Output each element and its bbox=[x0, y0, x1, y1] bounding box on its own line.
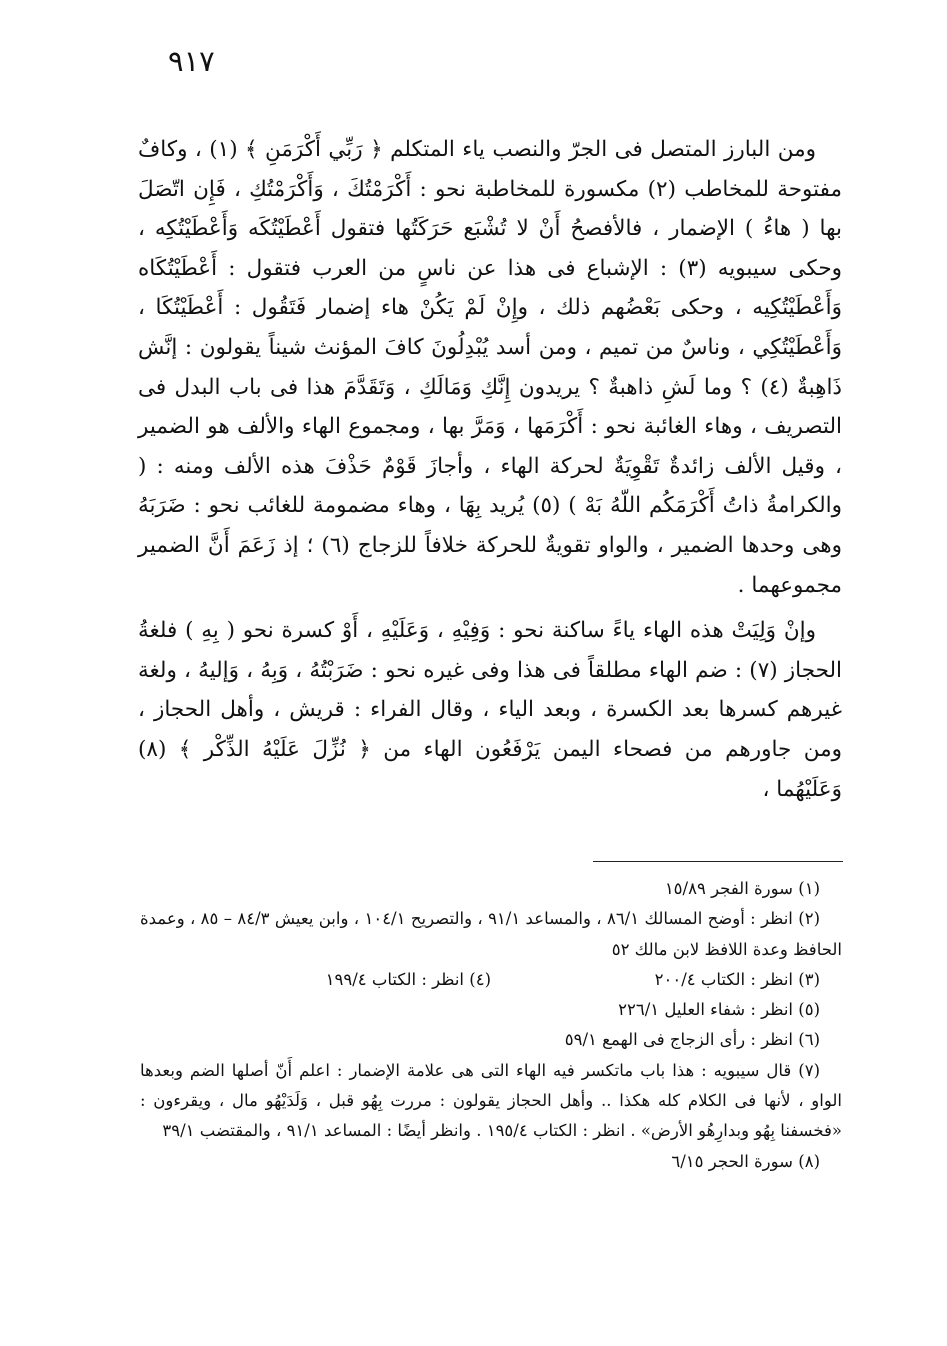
footnotes bbox=[140, 874, 842, 1177]
footnote-6: (٦) انظر : رأى الزجاج فى الهمع ٥٩/١ bbox=[564, 1030, 820, 1050]
footnote-2: (٢) انظر : أوضح المسالك ٨٦/١ ، والمساعد ٩١/١ ، والتصريح ١٠٤/١ ، وابن يعيش ٨٤/٣ – ٨٥ ، وعمدة الحافظ وعدة اللافظ لابن مالك ٥٢ bbox=[140, 909, 842, 959]
main-text bbox=[138, 130, 842, 809]
page-number: ٩١٧ bbox=[168, 44, 215, 78]
footnote-4: (٤) انظر : الكتاب ١٩٩/٤ bbox=[325, 969, 491, 989]
footnote-8: (٨) سورة الحجر ٦/١٥ bbox=[671, 1151, 820, 1171]
footnote-5: (٥) انظر : شفاء العليل ٢٢٦/١ bbox=[618, 1000, 820, 1020]
paragraph-text: وإنْ وَلِيَتْ هذه الهاء ياءً ساكنة نحو : وَفِيْهِ ، وَعَلَيْهِ ، أَوْ كسرة نحو ( بِهِ ) فلغةُ الحجاز (٧) : ضم الهاء مطلقاً فى هذا وفى غيره نحو : ضَرَبْتُهُ ، وَبِهُ ، وَإليهُ ، ولغة غيرهم كسرها بعد الكسرة ، وبعد الياء ، وقال الفراء : قريش ، وأهل الحجاز ، ومن جاورهم من فصحاء اليمن يَرْفَعُون الهاء من ﴿ نُزِّلَ عَلَيْهُ الذِّكْر ﴾ (٨) وَعَلَيْهُما ، bbox=[138, 618, 843, 802]
footnote-separator bbox=[593, 861, 843, 862]
footnote-row bbox=[140, 965, 842, 995]
paragraph bbox=[138, 611, 842, 809]
paragraph-text: ومن البارز المتصل فى الجرّ والنصب ياء المتكلم ﴿ رَبِّي أَكْرَمَنِ ﴾ (١) ، وكافٌ مفتوحة للمخاطب (٢) مكسورة للمخاطبة نحو : أَكْرَمْتُكَ ، وَأَكْرَمْتُكِ ، فَإِن اتّصَلَ بها ( هاءُ ) الإضمار ، فالأفصحُ أَنْ لا تُشْبَع حَرَكَتُها فتقول أَعْطَيْتُكَه وَأَعْطَيْتُكِه ، وحكى سيبويه (٣) : الإشباع فى هذا عن ناسٍ من العرب فتقول : أَعْطَيْتُكَاه وَأَعْطَيْتُكِيه ، وحكى بَعْضُهم ذلك ، وإِنْ لَمْ يَكُنْ هاء إضمار فَتَقُول : أَعْطَيْتُكَا ، وَأَعْطَيْتُكِي ، وناسٌ من تميم ، ومن أسد يُبْدِلُونَ كافَ المؤنث شيناً يقولون : إنَّش ذَاهِبةٌ (٤) ؟ وما لَشِ ذاهبةٌ ؟ يريدون إِنَّكِ وَمَالَكِ ، وَتَقَدَّمَ هذا فى باب البدل فى التصريف ، وهاء الغائبة نحو : أَكْرَمَها ، وَمَرَّ بها ، ومجموع الهاء والألف هو الضمير ، وقيل الألف زائدةٌ تَقْوِيَةٌ لحركة الهاء ، وأجازَ قَوْمٌ حَذْفَ هذه الألف ومنه : ( والكرامةُ ذاتُ أَكْرَمَكُم اللّهُ بَهْ ) (٥) يُريد بِهَا ، وهاء مضمومة للغائب نحو : ضَرَبَهُ وهى وحدها الضمير ، والواو تقويةٌ للحركة خلافاً للزجاج (٦) ؛ إذ زَعَمَ أَنَّ الضمير مجموعهما . bbox=[138, 137, 843, 598]
footnote-3: (٣) انظر : الكتاب ٢٠٠/٤ bbox=[654, 969, 820, 989]
footnote-7: (٧) قال سيبويه : هذا باب ماتكسر فيه الهاء التى هى علامة الإضمار : اعلم أَنّ أصلها الضم وبعدها الواو ، لأنها فى الكلام كله هكذا .. وأهل الحجاز يقولون : مررت بِهُو قبل ، وَلَدَيْهُو مال ، ويقرءون : «فخسفنا بِهُو وبدارِهُو الأرض» . انظر : الكتاب ١٩٥/٤ . وانظر أيضًا : المساعد ٩١/١ ، والمقتضب ٣٩/١ bbox=[140, 1060, 842, 1141]
paragraph bbox=[138, 130, 842, 605]
footnote-1: (١) سورة الفجر ١٥/٨٩ bbox=[664, 879, 820, 898]
